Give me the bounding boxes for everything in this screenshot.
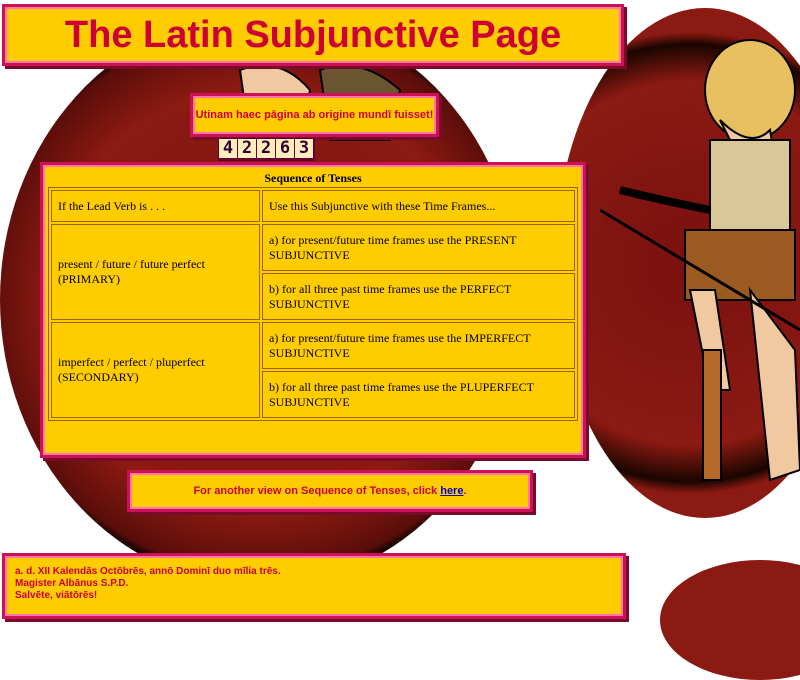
hit-counter — [218, 138, 315, 161]
table-header-row — [51, 190, 575, 222]
primary-rule-b: b) for all three past time frames use the PERFECT SUBJUNCTIVE — [262, 273, 575, 320]
header-lead-verb: If the Lead Verb is . . . — [51, 190, 260, 222]
title-banner — [2, 4, 624, 66]
secondary-rule-a: a) for present/future time frames use the IMPERFECT SUBJUNCTIVE — [262, 322, 575, 369]
here-link[interactable]: here — [440, 485, 464, 497]
motto-text: Utinam haec pāgina ab origine mundī fuisset! — [195, 109, 434, 121]
header-subjunctive: Use this Subjunctive with these Time Frames... — [262, 190, 575, 222]
other-view-label: For another view on Sequence of Tenses, click — [193, 485, 441, 497]
warrior-figure-image — [600, 30, 800, 500]
primary-rule-a: a) for present/future time frames use the PRESENT SUBJUNCTIVE — [262, 224, 575, 271]
counter-digit: 2 — [257, 139, 275, 158]
lead-secondary: imperfect / perfect / pluperfect (SECONDARY) — [51, 322, 260, 418]
page-title: The Latin Subjunctive Page — [64, 14, 562, 56]
secondary-rule-b: b) for all three past time frames use the PLUPERFECT SUBJUNCTIVE — [262, 371, 575, 418]
counter-digit: 3 — [295, 139, 313, 158]
counter-digit: 6 — [276, 139, 294, 158]
motto-banner — [190, 93, 439, 137]
footer-greeting: Salvēte, viātōrēs! — [15, 590, 98, 601]
footer-signature: Magister Albānus S.P.D. — [15, 578, 129, 589]
counter-digit: 2 — [238, 139, 256, 158]
other-view-banner — [127, 470, 533, 512]
footer-banner — [2, 553, 626, 619]
sequence-title: Sequence of Tenses — [264, 171, 362, 185]
footer-text — [5, 556, 623, 602]
vase-plate-bottom-right — [660, 560, 800, 680]
table-row — [51, 224, 575, 271]
sequence-of-tenses-panel — [40, 162, 586, 458]
lead-primary: present / future / future perfect (PRIMARY) — [51, 224, 260, 320]
table-row — [51, 322, 575, 369]
sequence-table — [48, 187, 578, 421]
other-view-period: . — [463, 485, 467, 497]
counter-digit: 4 — [219, 139, 237, 158]
other-view-text — [193, 485, 466, 497]
footer-date: a. d. XII Kalendās Octōbrēs, annō Dominī duo mīlia trēs. — [15, 566, 281, 577]
